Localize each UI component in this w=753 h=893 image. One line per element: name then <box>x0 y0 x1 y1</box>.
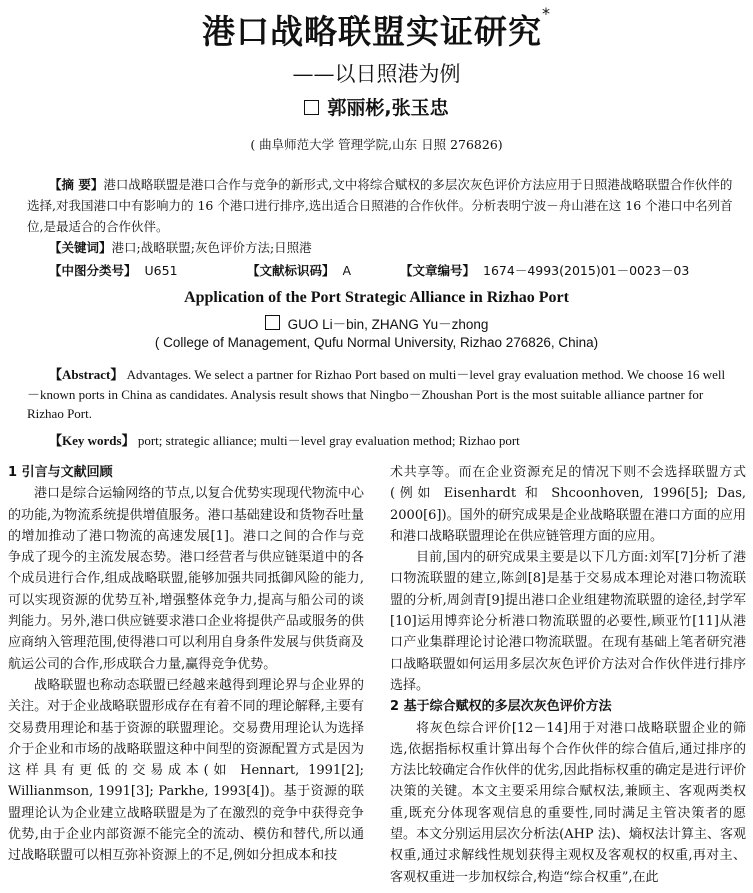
section-2-heading: 2 基于综合赋权的多层次灰色评价方法 <box>390 699 612 715</box>
keywords-text: 港口;战略联盟;灰色评价方法;日照港 <box>111 240 312 255</box>
paragraph: 术共享等。而在企业资源充足的情况下则不会选择联盟方式(例如 Eisenhardt 和 Shcoonhoven, 1996[5]; Das, 2000[6])。国外的研究成果是企业战略联盟在港口方面的应用和港口战略联盟理论在供应链管理方面的应用。 <box>390 465 746 544</box>
clc-number: 【中图分类号】 U651 <box>49 263 178 278</box>
abstract-cn <box>27 174 737 237</box>
paragraph: 战略联盟也称动态联盟已经越来越得到理论界与企业界的关注。对于企业战略联盟形成存在有着不同的理论解释,主要有交易费用理论和基于资源的联盟理论。交易费用理论认为选择介于企业和市场的战略联盟这种中间型的资源配置方式是因为这样具有更低的交易成本(如 Hennart, 1991[2]; Willianmson, 1991[3]; Parkhe, 1993[4])。基于资源的联盟理论认为企业建立战略联盟是为了在激烈的竞争中获得竞争优势,由于企业内部资源不能完全的流动、模仿和替代,所以通过战略联盟可以相互弥补资源上的不足,例如分担成本和技 <box>8 677 364 864</box>
keywords-cn <box>49 238 312 256</box>
section-1-heading: 1 引言与文献回顾 <box>8 465 113 480</box>
english-abstract-label: 【Abstract】 <box>49 367 124 382</box>
english-keywords-label: 【Key words】 <box>49 433 135 448</box>
affiliation: ( 曲阜师范大学 管理学院,山东 日照 276826) <box>250 137 503 152</box>
paper-title: 港口战略联盟实证研究* <box>202 4 551 51</box>
keywords-label: 【关键词】 <box>49 240 112 255</box>
article-number: 【文章编号】 1674－4993(2015)01－0023－03 <box>400 263 690 278</box>
body-left-column <box>8 462 364 867</box>
paper-subtitle: ——以日照港为例 <box>292 62 461 86</box>
paragraph: 港口是综合运输网络的节点,以复合优势实现现代物流中心的功能,为物流系统提供增值服务。港口基础建设和货物吞吐量的增加推动了港口物流的高速发展[1]。港口之间的合作与竞争成了现今的主流发展态势。港口经营者与供应链渠道中的各个成员进行合作,组成战略联盟,能够加强共同抵御风险的能力,可以实现资源的优势互补,增强整体竞争力,提高与船公司的谈判能力。另外,港口供应链要求港口企业将提供产品或服务的供应商纳入管理范围,使得港口可以利用自身条件发展与供货商及航运公司的合作,形成联合力量,赢得竞争优势。 <box>8 486 364 672</box>
english-keywords <box>49 430 520 449</box>
english-title: Application of the Port Strategic Alliance in Rizhao Port <box>184 289 569 306</box>
english-abstract-text: Advantages. We select a partner for Rizhao Port based on multi－level gray evaluation method. We choose 16 well－known ports in China as candidates. Analysis result shows that Ningbo－Zhoushan Port is the most suitable alliance partner for Rizhao Port. <box>27 367 726 421</box>
paragraph: 将灰色综合评价[12－14]用于对港口战略联盟企业的筛选,依据指标权重计算出每个合作伙伴的综合值后,通过排序的方法比较确定合作伙伴的优劣,因此指标权重的确定是进行评价决策的关键。本文主要采用综合赋权法,兼顾主、客观两类权重,既充分体现客观信息的重要性,同时满足主管决策者的愿望。本文分别运用层次分析法(AHP 法)、熵权法计算主、客观权重,通过求解线性规划获得主观权及客观权的权重,再对主、客观权重进一步加权综合,构造“综合权重”,在此 <box>390 720 746 885</box>
paragraph: 目前,国内的研究成果主要是以下几方面:刘军[7]分析了港口物流联盟的建立,陈剑[8]是基于交易成本理论对港口物流联盟的分析,周剑青[9]提出港口企业组建物流联盟的途径,封学军[10]运用博弈论分析港口物流联盟的必要性,顾亚竹[11]从港口产业集群理论讨论港口物流联盟。在现有基础上笔者研究港口战略联盟如何运用多层次灰色评价方法对合作伙伴进行排序选择。 <box>390 550 746 693</box>
abstract-label: 【摘 要】 <box>49 177 104 192</box>
author-box-icon <box>265 315 280 330</box>
abstract-text: 港口战略联盟是港口合作与竞争的新形式,文中将综合赋权的多层次灰色评价方法应用于日照港战略联盟合作伙伴的选择,对我国港口中有影响力的 16 个港口进行排序,选出适合日照港的合作伙伴。分析表明宁波－舟山港在这 16 个港口中名列首位,是最适合的合作伙伴。 <box>27 177 733 234</box>
authors: 郭丽彬,张玉忠 <box>0 93 753 120</box>
english-abstract <box>27 365 732 424</box>
english-affiliation: ( College of Management, Qufu Normal University, Rizhao 276826, China) <box>154 335 599 350</box>
english-authors: GUO Li－bin, ZHANG Yu－zhong <box>0 313 753 333</box>
body-right-column <box>390 462 746 888</box>
title-footnote-mark: * <box>542 4 551 23</box>
author-box-icon <box>304 100 319 115</box>
english-keywords-text: port; strategic alliance; multi－level gray evaluation method; Rizhao port <box>137 433 520 448</box>
doc-code: 【文献标识码】 A <box>247 263 352 278</box>
